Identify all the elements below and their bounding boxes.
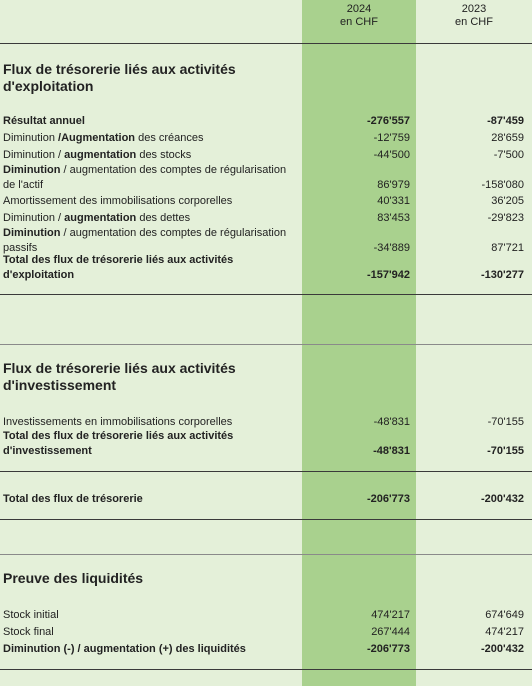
value-2024: -276'557 — [367, 115, 410, 127]
row-label: Stock initial — [3, 609, 59, 621]
value-2023: -200'432 — [481, 643, 524, 655]
value-2024: -48'831 — [373, 416, 410, 428]
row-label: Stock final — [3, 626, 54, 638]
column-year: 2024 — [346, 3, 372, 15]
value-2024: -44'500 — [373, 149, 410, 161]
divider — [0, 669, 532, 670]
section-title-investissement: Flux de trésorerie liés aux activités d'investissement — [3, 360, 236, 393]
value-2024: 83'453 — [377, 212, 410, 224]
row-label: Diminution / augmentation des stocks — [3, 149, 192, 161]
row-label: Résultat annuel — [3, 115, 85, 127]
value-2023: 36'205 — [491, 195, 524, 207]
value-2024: -12'759 — [373, 132, 410, 144]
row-label: Diminution / augmentation des comptes de régularisation de l'actif — [3, 164, 287, 191]
row-label: Total des flux de trésorerie liés aux activités d'investissement — [3, 430, 234, 457]
divider — [0, 344, 532, 345]
value-2024: 40'331 — [377, 195, 410, 207]
row-label: Diminution / augmentation des dettes — [3, 212, 191, 224]
value-2024: -206'773 — [367, 643, 410, 655]
value-2023: -29'823 — [487, 212, 524, 224]
divider — [0, 294, 532, 295]
row-label: Diminution /Augmentation des créances — [3, 132, 204, 144]
value-2024: 86'979 — [377, 179, 410, 191]
column-year: 2023 — [461, 3, 487, 15]
divider — [0, 554, 532, 555]
value-2024: -157'942 — [367, 269, 410, 281]
value-2024: 267'444 — [371, 626, 410, 638]
column-header-2023 — [416, 3, 532, 29]
value-2024: -48'831 — [373, 445, 410, 457]
column-header-2024 — [302, 3, 416, 29]
divider — [0, 471, 532, 472]
value-2023: -87'459 — [487, 115, 524, 127]
value-2024: -206'773 — [367, 493, 410, 505]
value-2024: -34'889 — [373, 242, 410, 254]
column-unit: en CHF — [340, 16, 378, 28]
value-2023: 28'659 — [491, 132, 524, 144]
section-title-exploitation: Flux de trésorerie liés aux activités d'exploitation — [3, 61, 236, 94]
divider — [0, 519, 532, 520]
row-label: Amortissement des immobilisations corporelles — [3, 195, 233, 207]
value-2023: -200'432 — [481, 493, 524, 505]
value-2023: -7'500 — [493, 149, 524, 161]
value-2023: 87'721 — [491, 242, 524, 254]
value-2023: 474'217 — [485, 626, 524, 638]
row-label: Investissements en immobilisations corporelles — [3, 416, 233, 428]
value-2023: -70'155 — [487, 445, 524, 457]
row-label: Diminution (-) / augmentation (+) des liquidités — [3, 643, 246, 655]
value-2023: 674'649 — [485, 609, 524, 621]
column-unit: en CHF — [455, 16, 493, 28]
highlight-column-2024 — [302, 0, 416, 686]
value-2023: -130'277 — [481, 269, 524, 281]
row-label: Total des flux de trésorerie liés aux activités d'exploitation — [3, 254, 234, 281]
value-2023: -70'155 — [487, 416, 524, 428]
row-label: Diminution / augmentation des comptes de régularisation passifs — [3, 227, 287, 254]
divider — [0, 43, 532, 44]
value-2024: 474'217 — [371, 609, 410, 621]
row-label: Total des flux de trésorerie — [3, 493, 143, 505]
value-2023: -158'080 — [481, 179, 524, 191]
section-title-liquidites: Preuve des liquidités — [3, 570, 144, 586]
